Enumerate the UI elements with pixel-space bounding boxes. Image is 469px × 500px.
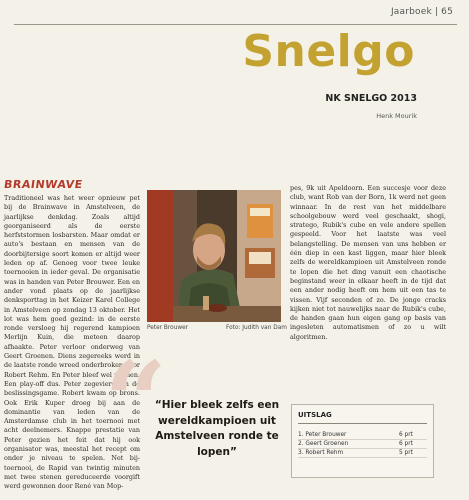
header-title: Jaarboek: [390, 7, 432, 17]
pull-quote: “Hier bleek zelfs een wereldkampioen uit Amstelveen ronde te lopen”: [154, 399, 280, 458]
quote-mark-decoration: “: [104, 337, 168, 466]
brainwave-logo: BRAINWAVE: [3, 178, 84, 191]
results-box: [291, 404, 434, 478]
results-row: [298, 449, 427, 458]
result-name: 3. Robert Rehm: [298, 450, 344, 456]
results-row: [298, 431, 427, 440]
results-row: [298, 440, 427, 449]
result-points: 6 prt: [399, 432, 413, 438]
result-name: 2. Geert Groenen: [298, 441, 349, 447]
article-subtitle: NK SNELGO 2013: [325, 93, 417, 104]
page-number: 65: [441, 7, 453, 17]
article-author: Henk Mourik: [376, 112, 417, 120]
body-text-right: pes, 9k uit Apeldoorn. Een succesje voor deze club, want Rob van der Born, 1k werd net geen winnaar. In de rest van het middelbare schoolgebouw werd veel geschaakt, shogi, stratego, Rubik's cube en vele andere spellen gespeeld. Voor het laatste was veel belangstelling. De mensen van uns hebben er één diep in een kast liggen, maar hier bleek zelfs de wereldkampioen uit Amstelveen ronde te lopen die het ding vanuit een chaotische beginstand weer in elkaar heeft in de tijd dat een ander nodig heeft om hem uit een tas te vissen. Vijf seconden of zo. De jonge cracks kijken niet tot nauwelijks naar de Rubik's cube, de handen gaan hun eigen gang op basis van ingesleten automatismen of zo u wilt algoritmen.: [290, 184, 446, 341]
photo-credit: Foto: Judith van Dam: [226, 325, 287, 331]
page-header: [391, 7, 453, 17]
results-title: UITSLAG: [298, 411, 332, 419]
result-points: 6 prt: [399, 441, 413, 447]
header-divider: [14, 24, 457, 25]
results-table: [298, 431, 427, 458]
article-title: Snelgo: [242, 26, 415, 77]
header-separator: |: [434, 7, 439, 17]
photo-caption: Peter Brouwer: [147, 325, 189, 331]
photo-peter-brouwer: [147, 190, 281, 322]
results-divider: [298, 423, 427, 424]
result-name: 1. Peter Brouwer: [298, 432, 347, 438]
result-points: 5 prt: [399, 450, 413, 456]
photo-illustration: [147, 190, 281, 322]
body-text-left: Traditioneel was het weer opnieuw pet bij de Brainwave in Amstelveen, de jaarlijkse denkdag. Zoals altijd georganiseerd als de eerste herfststormen losbarsten. Maar omdat er auto's bestaan en mensen van de doorbijtersige soort komen er altijd weer leden op af. Genoeg voor twee leuke toernooien in ieder geval. De organisatie was in handen van Peter Brouwer. Een en ander vond plaats op de jaarlijkse denksporttag in het Keizer Karel College in Amstelveen op zondag 13 oktober. Het lot was hem goed gezind: in de eerste ronde versloeg hij regerend kampioen Merlijn Kuin, die meteen daarop afhaakte. Peter verloor onderweg van Geert Groenen. Diens zegereeks werd in de laatste ronde wreed onderbroken door Robert Rehm. En Peter bleef wel winnen. Een play-off dus. Peter zegevierde in de beslissingsgame. Robert kwam op brons. Ook Erik Kuper droeg bij aan de dominantie van leden van de Amsterdamse club in het toernooi met acht deelnemers. Knappe prestatie van Peter gezien het feit dat hij ook organisator was, meestal het recept om onder je niveau te spelen. Net bij-toernooi, de Rapid van twintig minuten met twee stenen gereduceerde voorgift werd gewonnen door René van Mop-: [4, 194, 140, 491]
